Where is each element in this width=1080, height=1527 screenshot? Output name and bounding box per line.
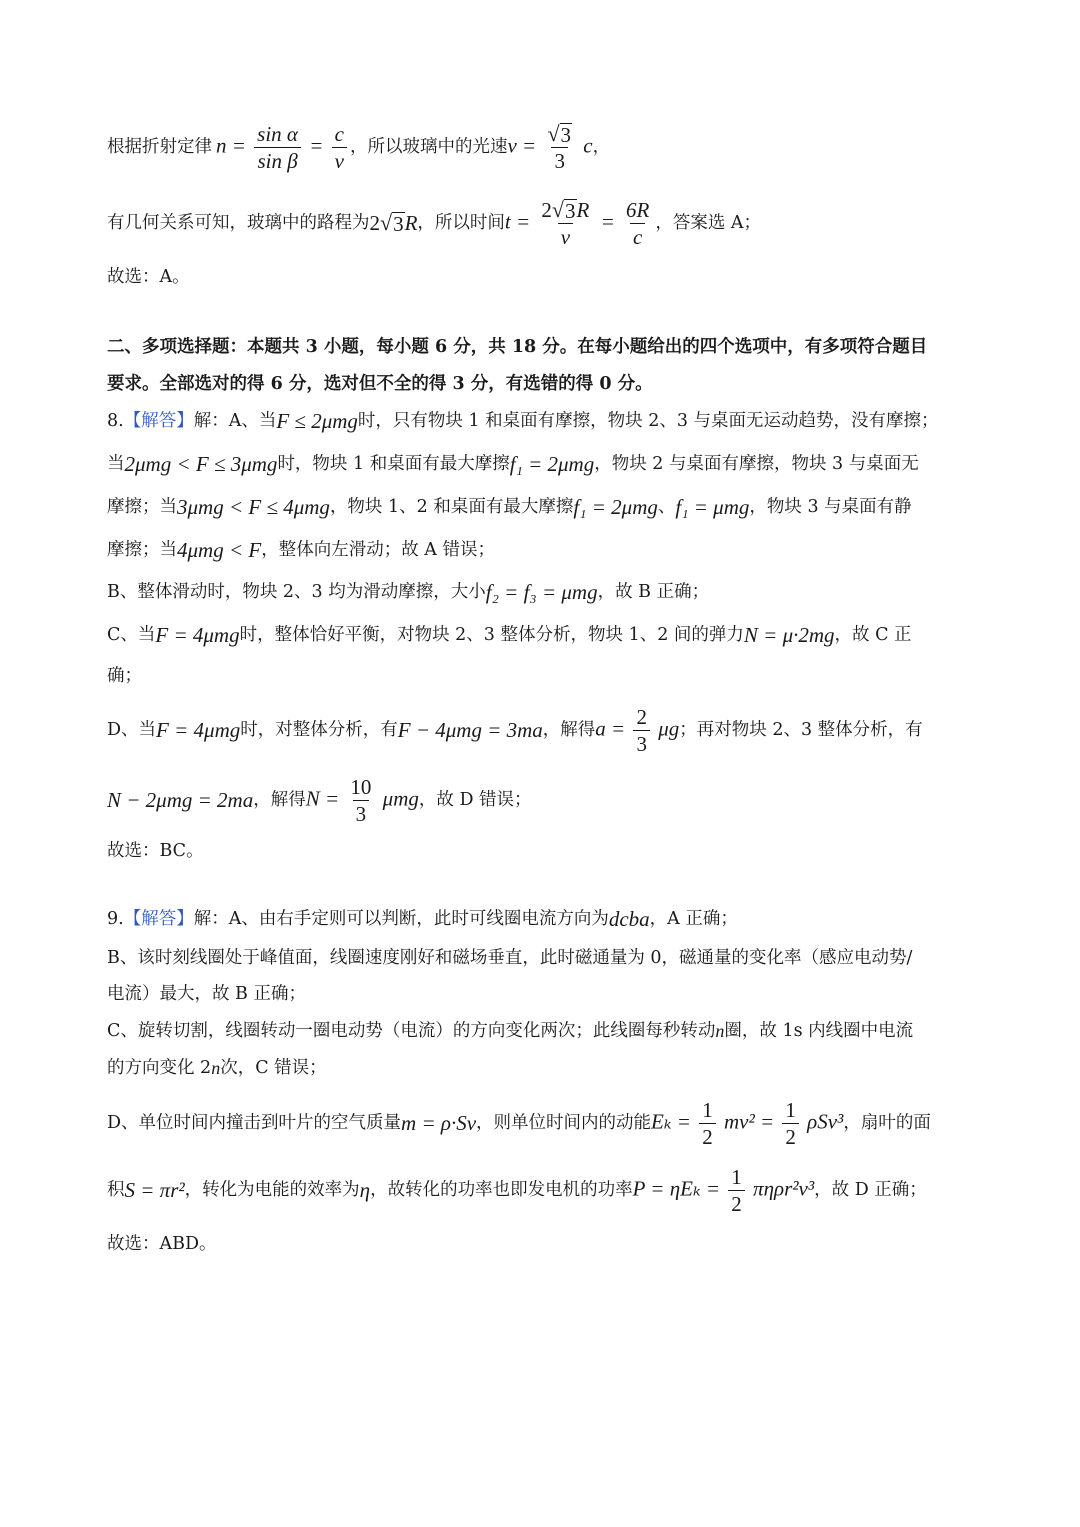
text: 解：A、由右手定则可以判断，此时可线圈电流方向为: [193, 909, 609, 929]
text: 时，只有物块 1 和桌面有摩擦，物块 2、3 与桌面无运动趋势，没有摩擦；: [357, 411, 939, 431]
q8-option-c-cont: [107, 662, 987, 690]
formula-part: μmg: [382, 785, 419, 810]
formula-part: 2: [369, 211, 380, 235]
q9-option-b: [107, 944, 987, 972]
formula: f₁ = 2μmg: [573, 495, 658, 519]
q8-answer: [107, 837, 987, 865]
text: 摩擦；当: [107, 540, 177, 560]
fraction-numerator: [544, 122, 575, 147]
formula: [216, 122, 350, 173]
formula-part: t =: [504, 208, 531, 233]
fraction-numerator: 6R: [626, 197, 650, 222]
fraction-numerator: c: [334, 121, 344, 146]
formula-part: n =: [216, 132, 246, 157]
text: ，解得: [253, 790, 306, 810]
fraction-denominator: c: [630, 223, 645, 249]
formula: 2μmg < F ≤ 3μmg: [124, 452, 278, 476]
text: 摩擦；当: [107, 497, 177, 517]
formula-part: ρSv³: [807, 1108, 844, 1133]
q9-option-d: [107, 1093, 987, 1153]
text: 次，C 错误；: [220, 1058, 327, 1078]
fraction: [538, 198, 592, 249]
q9-option-c: [107, 1017, 987, 1045]
formula: dcba: [608, 907, 650, 931]
fraction-numerator: [538, 198, 592, 223]
formula: m = ρ·Sv: [401, 1111, 477, 1135]
formula: S = πr²: [124, 1178, 185, 1202]
text: 时，对整体分析，有: [240, 720, 398, 740]
q8-option-b: [107, 578, 987, 606]
q8-option-c: [107, 621, 987, 649]
q8-line2: [107, 450, 987, 478]
formula: F = 4μmg: [156, 718, 241, 742]
answer-text: 故选：ABD。: [107, 1234, 217, 1254]
formula-part: 2: [541, 197, 552, 222]
formula-part: R: [576, 197, 590, 222]
text: ，故 B 正确；: [597, 582, 710, 602]
text: B、该时刻线圈处于峰值面，线圈速度刚好和磁场垂直，此时磁通量为 0，磁通量的变化率（感应电动势/: [107, 948, 913, 968]
answer-text: 故选：BC。: [107, 841, 204, 861]
q8-line3: [107, 493, 987, 521]
fraction-numerator: 1: [702, 1097, 713, 1122]
text: D、单位时间内撞击到叶片的空气质量: [107, 1113, 402, 1133]
q8-line4: [107, 536, 987, 564]
formula: η: [359, 1178, 371, 1202]
formula: [507, 122, 592, 173]
square-root: √ 3: [551, 196, 576, 223]
fraction-numerator: sin α: [257, 121, 298, 146]
fraction-numerator: 1: [785, 1097, 796, 1122]
formula: N = μ·2mg: [743, 623, 835, 647]
fraction-denominator: v: [558, 223, 573, 249]
fraction-denominator: 3: [633, 730, 650, 756]
fraction-denominator: sin β: [254, 147, 300, 173]
q9-answer: [107, 1230, 987, 1258]
text: ，: [592, 137, 611, 157]
formula-part: πηρr²v³: [753, 1175, 815, 1200]
text: 确；: [107, 666, 142, 686]
fraction-denominator: 2: [699, 1123, 716, 1149]
formula: [651, 1098, 843, 1149]
text: 的方向变化 2: [107, 1058, 212, 1078]
q8-option-d: [107, 700, 987, 760]
formula-part: Eₖ =: [651, 1108, 691, 1133]
text: ，转化为电能的效率为: [184, 1180, 360, 1200]
text: ，物块 3 与桌面有静: [749, 497, 912, 517]
formula: 4μmg < F: [177, 538, 262, 562]
formula-part: mv² =: [723, 1108, 775, 1133]
question-number: 9.: [107, 909, 124, 929]
formula: f₁ = μmg: [675, 495, 750, 519]
answer-line: [107, 263, 987, 291]
text: ，故 C 正: [834, 625, 912, 645]
formula: F = 4μmg: [155, 623, 240, 647]
text: 解：A、当: [193, 411, 277, 431]
text: ；再对物块 2、3 整体分析，有: [679, 720, 923, 740]
question-number: 8.: [107, 411, 124, 431]
text: ，物块 1、2 和桌面有最大摩擦: [329, 497, 574, 517]
formula-part: v =: [507, 132, 537, 157]
q9-option-d-cont: [107, 1160, 987, 1220]
text: D、当: [107, 720, 157, 740]
text: ，解得: [542, 720, 596, 740]
fraction-numerator: 2: [636, 704, 647, 729]
formula: [306, 775, 419, 826]
path-length-line: [107, 193, 987, 253]
formula: [595, 705, 679, 756]
text: ，扇叶的面: [843, 1113, 931, 1133]
formula: 3μmg < F ≤ 4μmg: [177, 495, 330, 519]
q8-option-d-cont: [107, 770, 987, 830]
text: ，A 正确；: [649, 909, 738, 929]
text: ，故 D 错误；: [418, 790, 532, 810]
text: ，故转化的功率也即发电机的功率: [370, 1180, 633, 1200]
fraction-denominator: 2: [782, 1123, 799, 1149]
square-root: √ 3: [380, 210, 404, 236]
text: C、旋转切割，线圈转动一圈电动势（电流）的方向变化两次；此线圈每秒转动: [107, 1021, 716, 1041]
text: 电流）最大，故 B 正确；: [107, 984, 306, 1004]
q8-line1: [107, 407, 987, 435]
formula: [370, 209, 418, 237]
formula: F ≤ 2μmg: [276, 409, 358, 433]
fraction-numerator: 10: [350, 774, 372, 799]
fraction: [347, 775, 374, 826]
text: ，答案选 A；: [655, 213, 762, 233]
fraction-numerator: 1: [731, 1164, 742, 1189]
text: 当: [107, 454, 125, 474]
text: ，物块 2 与桌面有摩擦，物块 3 与桌面无: [594, 454, 919, 474]
fraction: [728, 1165, 745, 1216]
fraction: [254, 122, 301, 173]
square-root: √ 3: [547, 120, 572, 147]
text: ，所以时间: [417, 213, 505, 233]
text: 有几何关系可知，玻璃中的路程为: [107, 213, 370, 233]
q9-line1: [107, 905, 987, 933]
section-heading-line2: [107, 370, 987, 398]
text: ，所以玻璃中的光速: [349, 137, 508, 157]
text: 根据折射定律: [107, 137, 212, 157]
section-heading: 要求。全部选对的得 6 分，选对但不全的得 3 分，有选错的得 0 分。: [107, 374, 653, 394]
formula-part: c: [583, 132, 593, 157]
radicand: 3: [393, 212, 404, 236]
formula: N − 2μmg = 2ma: [107, 788, 254, 812]
formula-part: =: [600, 208, 615, 233]
formula-part: μg: [658, 715, 680, 740]
formula: n: [211, 1058, 221, 1078]
formula-part: R: [404, 211, 418, 235]
fraction: [623, 198, 652, 249]
text: 圈，故 1s 内线圈中电流: [724, 1021, 914, 1041]
text: 、: [657, 497, 676, 517]
section-heading-line1: [107, 333, 987, 361]
formula-part: N =: [305, 785, 340, 810]
fraction: [544, 122, 575, 173]
answer-tag: 【解答】: [123, 411, 194, 431]
fraction: [633, 705, 650, 756]
text: ，整体向左滑动；故 A 错误；: [261, 540, 495, 560]
formula: f₂ = f₃ = μmg: [485, 580, 598, 604]
radicand: 3: [565, 198, 576, 223]
q9-option-b-cont: [107, 980, 987, 1008]
fraction-denominator: v: [332, 147, 347, 173]
radicand: 3: [560, 122, 572, 147]
text: 时，整体恰好平衡，对物块 2、3 整体分析，物块 1、2 间的弹力: [239, 625, 744, 645]
formula-part: P = ηEₖ =: [632, 1175, 721, 1200]
refraction-law-line: [107, 117, 987, 177]
section-heading: 二、多项选择题：本题共 3 小题，每小题 6 分，共 18 分。在每小题给出的四个选项中，有多项符合题目: [107, 337, 928, 357]
formula: f₁ = 2μmg: [509, 452, 595, 476]
fraction-denominator: 2: [728, 1190, 745, 1216]
fraction: [699, 1098, 716, 1149]
fraction-denominator: 3: [551, 147, 568, 173]
answer-tag: 【解答】: [123, 909, 194, 929]
formula: [633, 1165, 815, 1216]
fraction: [332, 122, 347, 173]
formula-part: a =: [595, 715, 626, 740]
answer-text: 故选：A。: [107, 267, 190, 287]
text: C、当: [107, 625, 156, 645]
fraction-denominator: 3: [353, 800, 370, 826]
formula-part: =: [309, 132, 324, 157]
q9-option-c-cont: [107, 1054, 987, 1082]
formula: [505, 198, 655, 249]
text: B、整体滑动时，物块 2、3 均为滑动摩擦，大小: [107, 582, 486, 602]
formula: F − 4μmg = 3ma: [397, 718, 543, 742]
text: 积: [107, 1180, 125, 1200]
text: 时，物块 1 和桌面有最大摩擦: [277, 454, 510, 474]
fraction: [782, 1098, 799, 1149]
text: ，故 D 正确；: [814, 1180, 927, 1200]
text: ，则单位时间内的动能: [476, 1113, 652, 1133]
formula: n: [715, 1021, 725, 1041]
